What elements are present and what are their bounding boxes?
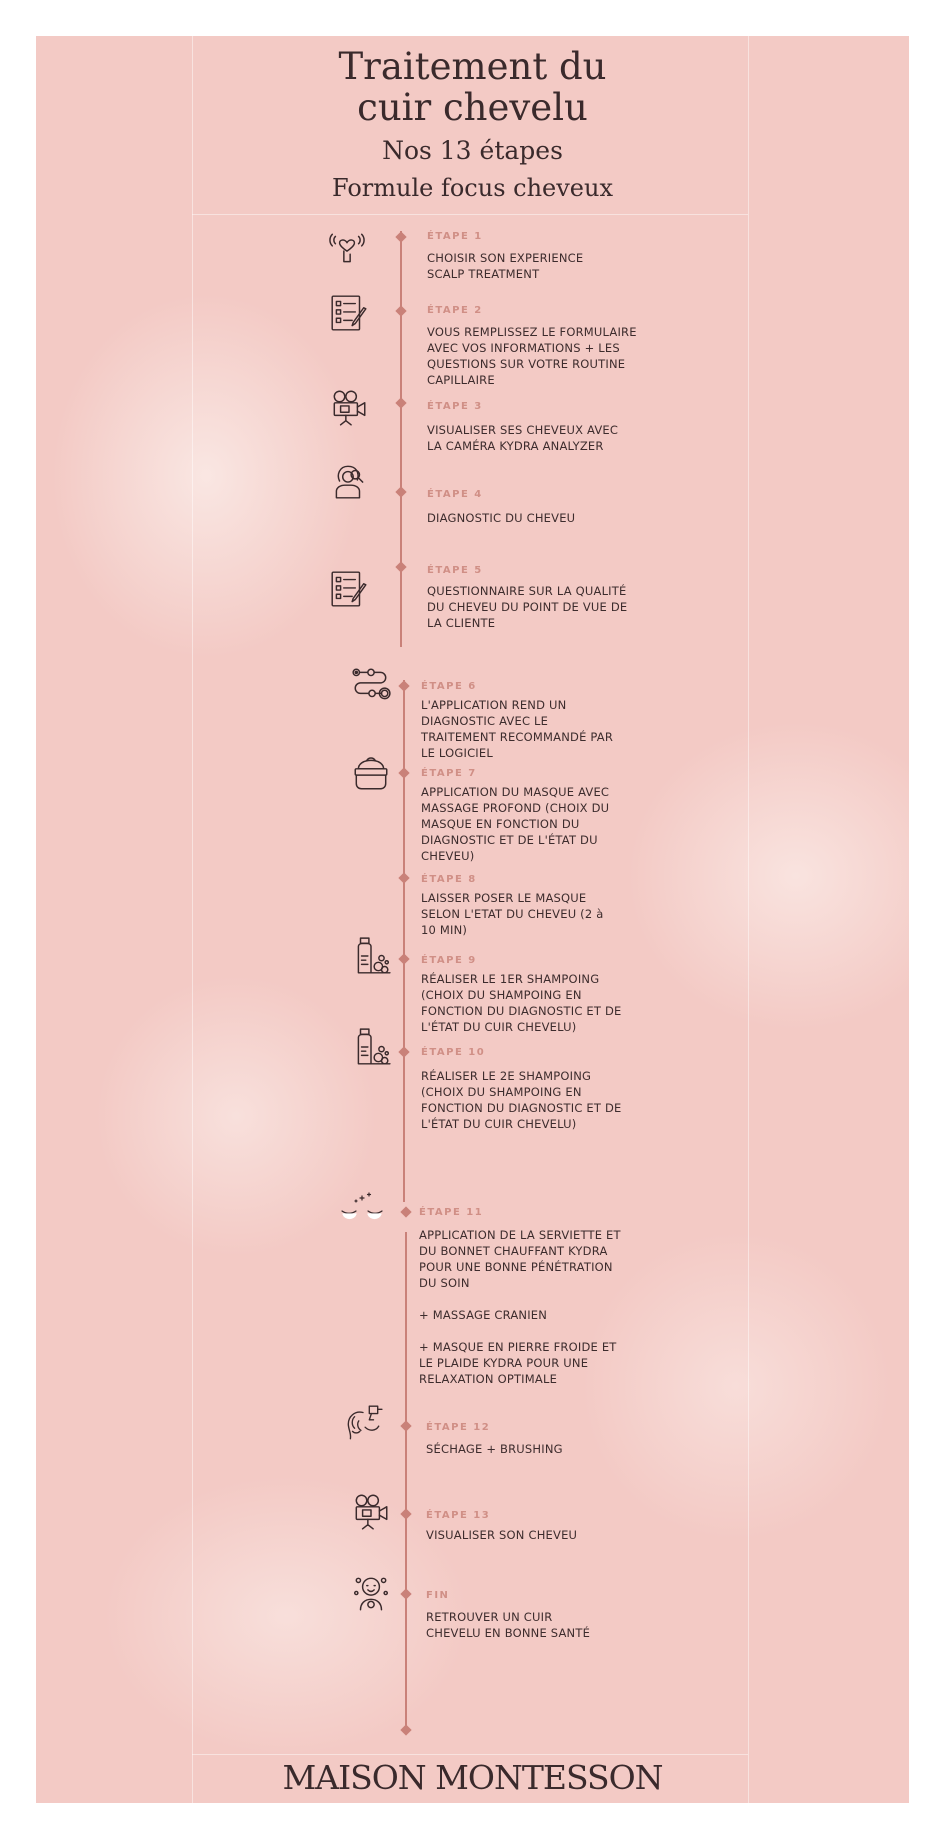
timeline-marker-fin: [400, 1588, 411, 1599]
shampoo-bottle-icon: [350, 935, 392, 977]
process-path-icon: [350, 664, 392, 706]
step-6-text: L'APPLICATION REND UN DIAGNOSTIC AVEC LE TRAITEMENT RECOMMANDÉ PAR LE LOGICIEL: [421, 698, 614, 760]
timeline-marker-4: [395, 486, 406, 497]
timeline-marker-2: [395, 305, 406, 316]
step-5-text: QUESTIONNAIRE SUR LA QUALITÉ DU CHEVEU DU POINT DE VUE DE LA CLIENTE: [427, 584, 628, 630]
hair-dryer-icon: [342, 1402, 384, 1444]
timeline-marker-13: [400, 1508, 411, 1519]
form-checklist-icon: [328, 568, 370, 610]
step-10-text: RÉALISER LE 2E SHAMPOING (CHOIX DU SHAMPOING EN FONCTION DU DIAGNOSTIC ET DE L'ÉTAT DU CUIR CHEVELU): [421, 1069, 622, 1131]
timeline-line-3: [405, 1232, 407, 1730]
formula-label: Formule focus cheveux: [331, 174, 613, 202]
step-9-text: RÉALISER LE 1ER SHAMPOING (CHOIX DU SHAMPOING EN FONCTION DU DIAGNOSTIC ET DE L'ÉTAT DU CUIR CHEVELU): [421, 972, 622, 1034]
step-5-label: ÉTAPE 5: [427, 565, 483, 576]
timeline-marker-8: [398, 872, 409, 883]
step-7-label: ÉTAPE 7: [421, 768, 477, 779]
step-8-text: LAISSER POSER LE MASQUE SELON L'ETAT DU CHEVEU (2 à 10 MIN): [421, 891, 604, 937]
step-12-text: SÉCHAGE + BRUSHING: [426, 1442, 563, 1456]
footer-divider: [192, 1754, 748, 1755]
step-1-text: CHOISIR SON EXPERIENCE SCALP TREATMENT: [427, 251, 584, 281]
video-camera-icon: [350, 1490, 392, 1532]
step-13-label: ÉTAPE 13: [426, 1510, 491, 1521]
step-4-label: ÉTAPE 4: [427, 489, 483, 500]
title-line-1: Traitement du: [338, 45, 607, 88]
hand-heart-icon: [326, 228, 368, 270]
title-line-2: cuir chevelu: [357, 86, 588, 129]
brand-footer: MAISON MONTESSON: [282, 1758, 663, 1797]
subtitle: Nos 13 étapes: [382, 136, 563, 165]
step-12-label: ÉTAPE 12: [426, 1422, 491, 1433]
step-2-label: ÉTAPE 2: [427, 305, 483, 316]
timeline-marker-10: [398, 1046, 409, 1057]
panel-border-right: [748, 36, 749, 1803]
eye-mask-icon: [338, 1190, 388, 1232]
step-4-text: DIAGNOSTIC DU CHEVEU: [427, 511, 576, 525]
timeline-line-1: [400, 231, 402, 647]
cream-jar-icon: [350, 752, 392, 794]
step-9-label: ÉTAPE 9: [421, 955, 477, 966]
timeline-marker-12: [400, 1420, 411, 1431]
timeline-marker-5: [395, 561, 406, 572]
timeline-marker-6: [398, 680, 409, 691]
step-fin-text: RETROUVER UN CUIR CHEVELU EN BONNE SANTÉ: [426, 1610, 591, 1640]
form-checklist-icon: [328, 292, 370, 334]
infographic-poster: [36, 36, 909, 1803]
timeline-line-2: [403, 680, 405, 1202]
step-3-label: ÉTAPE 3: [427, 401, 483, 412]
step-7-text: APPLICATION DU MASQUE AVEC MASSAGE PROFOND (CHOIX DU MASQUE EN FONCTION DU DIAGNOSTIC ET DE L'ÉTAT DU CHEVEU): [421, 785, 610, 863]
step-13-text: VISUALISER SON CHEVEU: [426, 1528, 578, 1542]
step-2-text: VOUS REMPLISSEZ LE FORMULAIRE AVEC VOS INFORMATIONS + LES QUESTIONS SUR VOTRE ROUTINE CAPILLAIRE: [427, 325, 637, 387]
step-8-label: ÉTAPE 8: [421, 874, 477, 885]
timeline-marker-3: [395, 397, 406, 408]
timeline-marker-end: [400, 1724, 411, 1735]
header-divider: [192, 214, 748, 215]
hair-magnifier-icon: [328, 460, 370, 502]
step-10-label: ÉTAPE 10: [421, 1047, 486, 1058]
page-title: [36, 46, 909, 128]
step-6-label: ÉTAPE 6: [421, 681, 477, 692]
step-1-label: ÉTAPE 1: [427, 231, 483, 242]
happy-head-icon: [350, 1572, 392, 1614]
timeline-marker-9: [398, 953, 409, 964]
step-fin-label: FIN: [426, 1590, 450, 1601]
step-11-label: ÉTAPE 11: [419, 1207, 484, 1218]
timeline-marker-11: [400, 1206, 411, 1217]
step-3-text: VISUALISER SES CHEVEUX AVEC LA CAMÉRA KYDRA ANALYZER: [427, 423, 619, 453]
timeline-marker-1: [395, 231, 406, 242]
panel-border-left: [192, 36, 193, 1803]
shampoo-bottle-icon: [350, 1026, 392, 1068]
step-11-text: APPLICATION DE LA SERVIETTE ET DU BONNET CHAUFFANT KYDRA POUR UNE BONNE PÉNÉTRATION DU SOIN + MASSAGE CRANIEN + MASQUE EN PIERRE FROIDE ET LE PLAIDE KYDRA POUR UNE RELAXATION OPTIMALE: [419, 1228, 621, 1386]
video-camera-icon: [328, 386, 370, 428]
timeline-marker-7: [398, 767, 409, 778]
